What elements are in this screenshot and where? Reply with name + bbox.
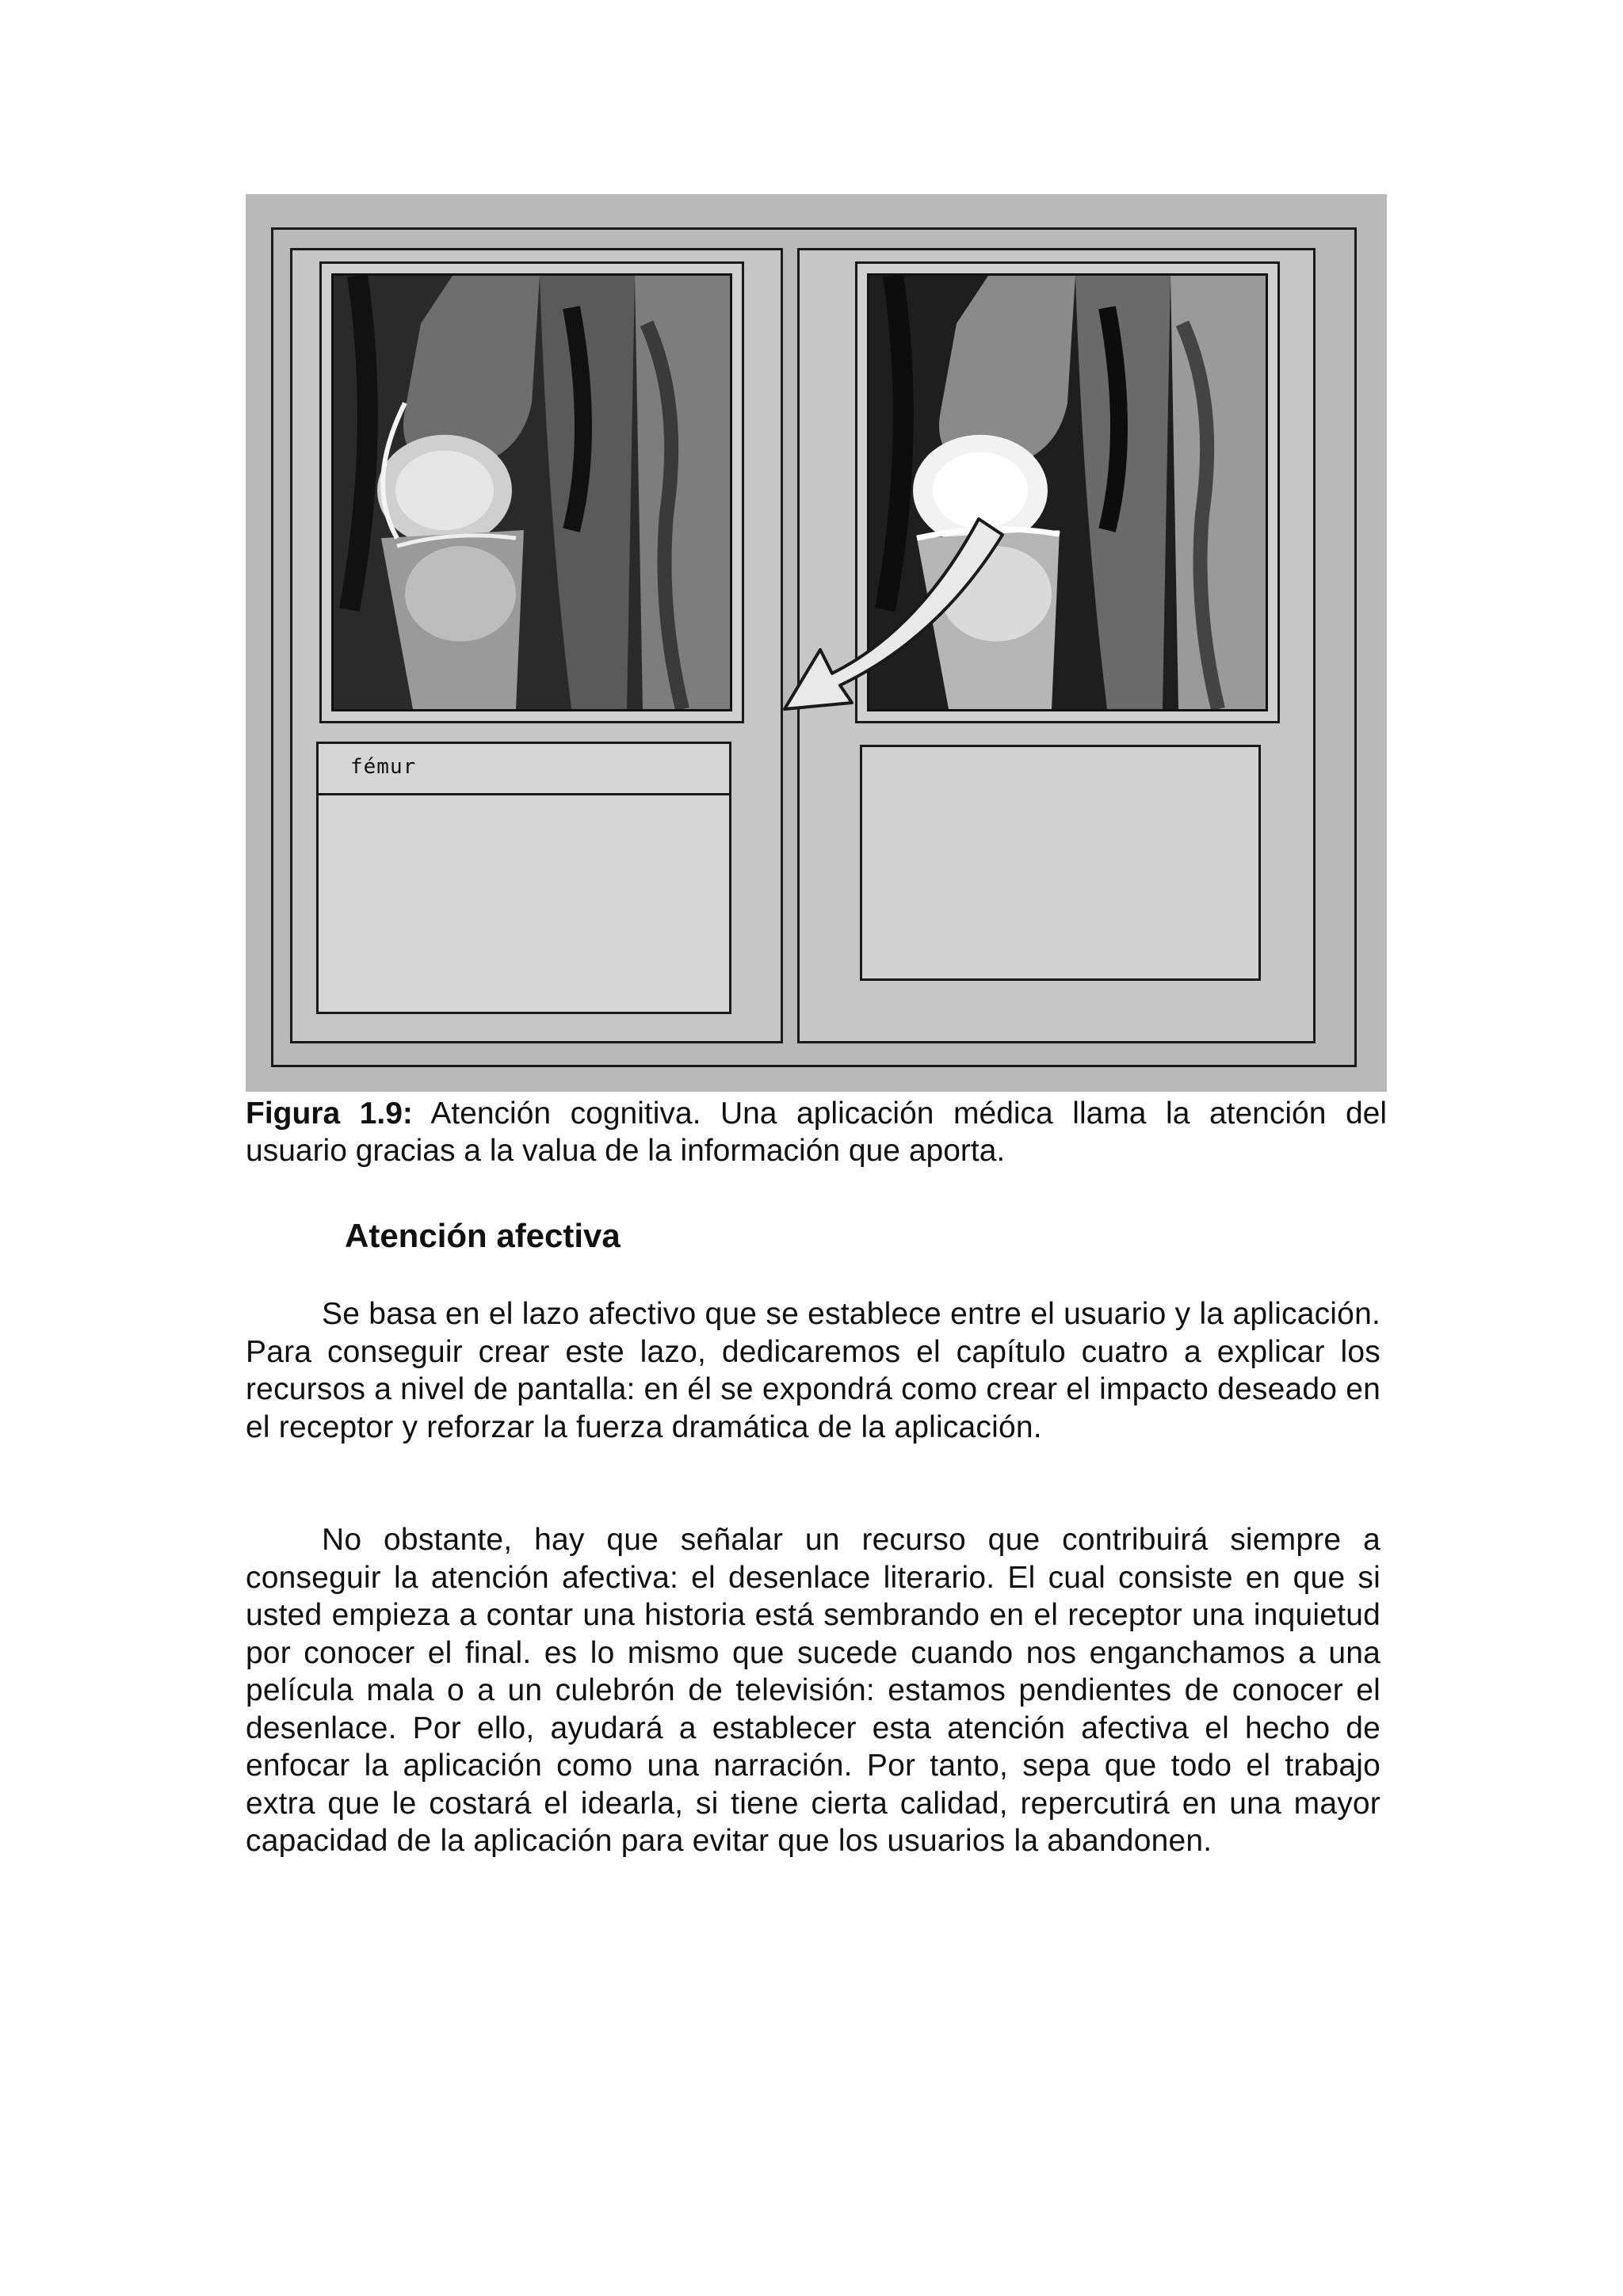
section-heading: Atención afectiva	[345, 1217, 621, 1254]
label-row	[319, 744, 729, 795]
curved-arrow-icon	[777, 495, 1014, 725]
figure-caption	[246, 1095, 1387, 1169]
left-mri-frame	[319, 261, 744, 723]
left-label-box	[316, 742, 731, 1014]
caption-text: Atención cognitiva. Una aplicación médica llama la atención del usuario gracias a la valua de la información que aporta.	[246, 1097, 1387, 1168]
paragraph: No obstante, hay que señalar un recurso que contribuirá siempre a conseguir la atención afectiva: el desenlace literario. El cual consiste en que si usted empieza a contar una historia está sembrando en el receptor una inquietud por conocer el final. es lo mismo que sucede cuando nos enganchamos a una película mala o a un culebrón de televisión: estamos pendientes de conocer el desenlace. Por ello, ayudará a establecer esta atención afectiva el hecho de enfocar la aplicación como una narración. Por tanto, sepa que todo el trabajo extra que le costará el idearla, si tiene cierta calidad, repercutirá en una mayor capacidad de la aplicación para evitar que los usuarios la abandonen.	[246, 1523, 1381, 1858]
femur-label: fémur	[350, 755, 417, 779]
caption-label: Figura 1.9:	[246, 1097, 413, 1131]
figure-image	[246, 194, 1387, 1092]
mri-knee-image	[331, 273, 732, 711]
right-info-box	[860, 745, 1261, 981]
paragraph: Se basa en el lazo afectivo que se establece entre el usuario y la aplicación. Para conseguir crear este lazo, dedicaremos el capítulo cuatro a explicar los recursos a nivel de pantalla: en él se expondrá como crear el impacto deseado en el receptor y reforzar la fuerza dramática de la aplicación.	[246, 1297, 1381, 1444]
left-window	[290, 248, 783, 1043]
